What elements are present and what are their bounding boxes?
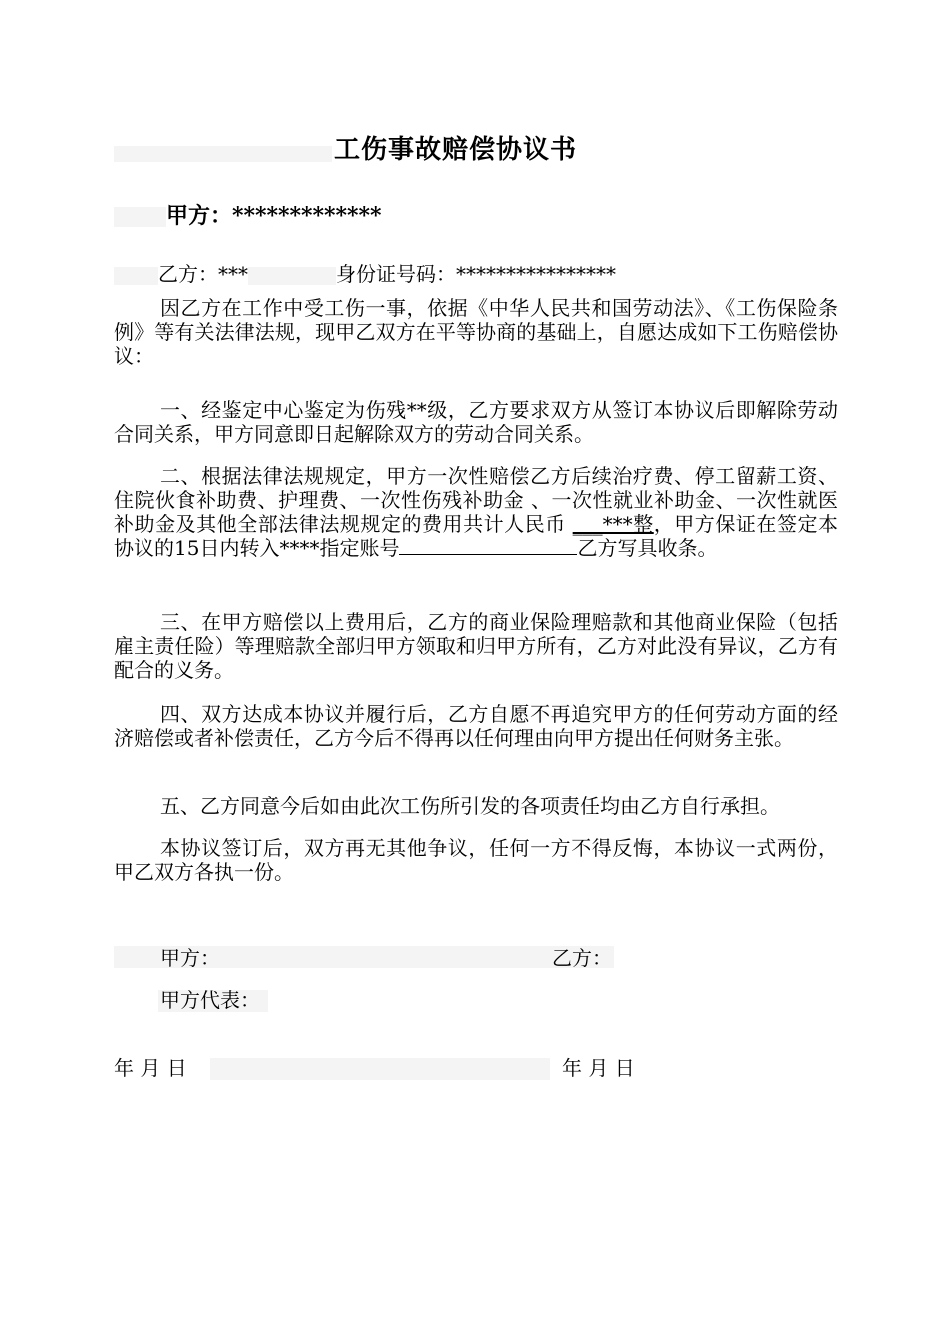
compensation-amount: ___***整 [572, 512, 654, 536]
document-title-block [114, 134, 594, 165]
clause-5 [114, 794, 838, 818]
closing-text: 本协议签订后，双方再无其他争议，任何一方不得反悔，本协议一式两份，甲乙双方各执一份。 [114, 836, 838, 884]
clause-1-text: 一、经鉴定中心鉴定为伤残**级，乙方要求双方从签订本协议后即解除劳动合同关系，甲方同意即日起解除双方的劳动合同关系。 [114, 398, 838, 446]
intro-paragraph [114, 296, 838, 368]
party-a-representative-label: 甲方代表： [160, 988, 260, 1012]
clause-3 [114, 610, 838, 682]
party-b-name: 乙方：*** [158, 262, 248, 286]
date-right: 年 月 日 [562, 1056, 635, 1080]
clause-2-part-a: 二、根据法律法规规定，甲方一次性赔偿乙方后续治疗费、停工留薪工资、住院伙食补助费、护理费、一次性伤残补助金 、一次性就业补助金、一次性就医补助金及其他全部法律法规规定的费用共计人民币 [114, 464, 838, 536]
date-left: 年 月 日 [114, 1056, 187, 1080]
account-number-blank [399, 536, 577, 555]
party-a-text: 甲方：************* [166, 203, 382, 229]
clause-4 [114, 702, 838, 750]
clause-4-text: 四、双方达成本协议并履行后，乙方自愿不再追究甲方的任何劳动方面的经济赔偿或者补偿责任，乙方今后不得再以任何理由向甲方提出任何财务主张。 [114, 702, 838, 750]
clause-5-text: 五、乙方同意今后如由此次工伤所引发的各项责任均由乙方自行承担。 [160, 794, 780, 818]
clause-2-part-c: 乙方写具收条。 [577, 536, 718, 560]
party-b-line [114, 262, 616, 286]
party-b-indent [114, 267, 158, 285]
date-row-shade [210, 1058, 550, 1080]
party-a-line [114, 204, 382, 228]
clause-2-text [114, 464, 838, 560]
clause-3-text: 三、在甲方赔偿以上费用后，乙方的商业保险理赔款和其他商业保险（包括雇主责任险）等理赔款全部归甲方领取和归甲方所有，乙方对此没有异议，乙方有配合的义务。 [114, 610, 838, 682]
clause-1 [114, 398, 838, 446]
title-shade [114, 146, 332, 162]
party-b-signature-label: 乙方： [552, 946, 612, 970]
party-b-id: 身份证号码：**************** [336, 262, 616, 286]
party-b-gap [248, 267, 336, 285]
document-title: 工伤事故赔偿协议书 [334, 135, 578, 165]
party-a-indent [114, 207, 166, 227]
clause-2-part-b: ，甲方保证在签定本协议的15日内转入****指定账号 [114, 512, 839, 560]
intro-text: 因乙方在工作中受工伤一事，依据《中华人民共和国劳动法》、《工伤保险条例》等有关法律法规，现甲乙双方在平等协商的基础上，自愿达成如下工伤赔偿协议： [114, 296, 838, 368]
clause-2 [114, 464, 838, 560]
closing-paragraph [114, 836, 838, 884]
party-a-signature-label: 甲方： [160, 946, 220, 970]
